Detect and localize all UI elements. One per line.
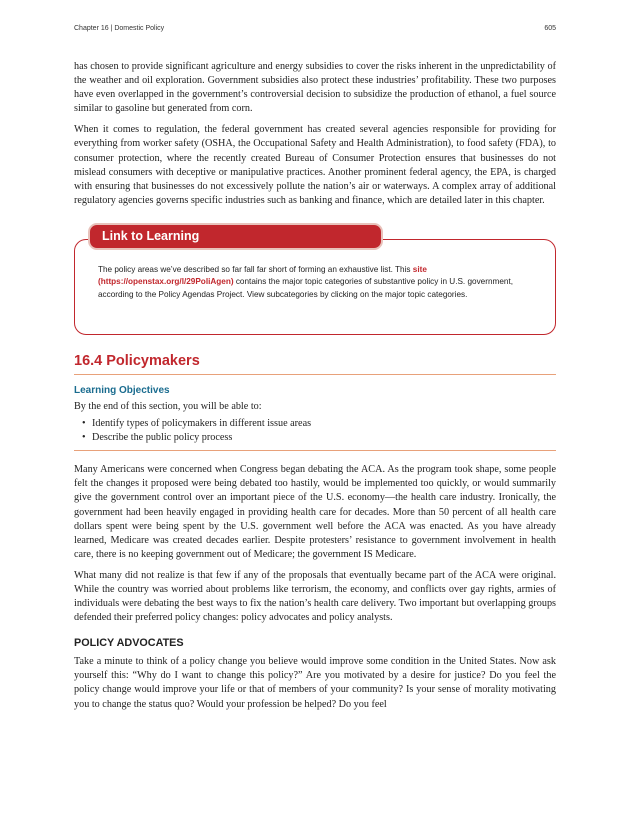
paragraph-policy-advocates: Take a minute to think of a policy change you believe would improve some condition in the United States. Now ask yourself this: “Why do I want to change this policy?” Are you motivated by a desire for justice? Do you feel the policy change would improve your life or that of members of your community? Is your sense of morality motivating you to change the status quo? Would your profession be helped? Do you feel	[74, 656, 556, 710]
ltl-text-after: contains the major topic categories of substantive policy in U.S. government, according to the Policy Agendas Project. View subcategories by clicking on the major topic categories.	[98, 277, 513, 299]
link-to-learning-box	[74, 223, 556, 335]
paragraph-subsidies: has chosen to provide significant agriculture and energy subsidies to cover the risks inherent in the unpredictability of the weather and oil exploration. Government subsidies also protect these industries’ profitability. These two purposes have even overlapped in the government’s controversial decision to subsidize the production of ethanol, a fuel source similar to gasoline but generated from corn.	[74, 61, 556, 115]
page-content	[74, 60, 556, 719]
objective-item: • Describe the public policy process	[92, 431, 556, 445]
objectives-list	[74, 417, 556, 445]
page-header	[74, 25, 556, 32]
subsection-title: POLICY ADVOCATES	[74, 637, 184, 650]
paragraph-proposals: What many did not realize is that few if any of the proposals that eventually became part of the ACA were original. While the country was worried about problems like terrorism, the economy, and conflicts over gay rights, armies of individuals were debating the best ways to fix the nation’s health care delivery. Two important but overlapping groups defended their preferred policy changes: policy advocates and policy analysts.	[74, 569, 556, 624]
learning-objectives-heading: Learning Objectives	[74, 384, 170, 396]
paragraph-aca: Many Americans were concerned when Congress began debating the ACA. As the program took shape, some people felt the changes it proposed were being debated too hastily, would be implemented too quickly, or would summarily give the government control over an important piece of the U.S. economy—the health care industry. Ironically, the government had been heavily engaged in providing health care for decades. More than 50 percent of all health care dollars spent were being spent by the U.S. government well before the ACA was enacted. As you have already learned, Medicare was created decades earlier. Despite protesters’ resistance to government involvement in health care, there is no keeping government out of Medicare; the government IS Medicare.	[74, 464, 556, 560]
objectives-intro: By the end of this section, you will be able to:	[74, 400, 262, 412]
link-to-learning-title: Link to Learning	[88, 223, 383, 250]
page-number: 605	[544, 25, 556, 32]
chapter-title: Chapter 16 | Domestic Policy	[74, 25, 165, 32]
objectives-divider	[74, 450, 556, 451]
paragraph-regulation: When it comes to regulation, the federal government has created several agencies responsible for providing for everything from worker safety (OSHA, the Occupational Safety and Health Administration), to food safety (FDA), to consumer protection, where the recently created Bureau of Consumer Protection ensures that businesses do not mislead consumers with deceptive or manipulative practices. Another prominent federal agency, the EPA, is charged with ensuring that businesses do not excessively pollute the nation’s air or waterways. A complex array of additional regulatory agencies governs specific industries such as banking and finance, which are detailed later in this chapter.	[74, 124, 556, 206]
ltl-text-before: The policy areas we’ve described so far fall far short of forming an exhaustive list. This	[98, 264, 413, 274]
objective-item: • Identify types of policymakers in different issue areas	[92, 417, 556, 431]
section-title: 16.4 Policymakers	[74, 353, 556, 375]
link-to-learning-text	[98, 264, 526, 301]
policy-agendas-link[interactable]: site (https://openstax.org/l/29PoliAgen)	[98, 264, 427, 287]
